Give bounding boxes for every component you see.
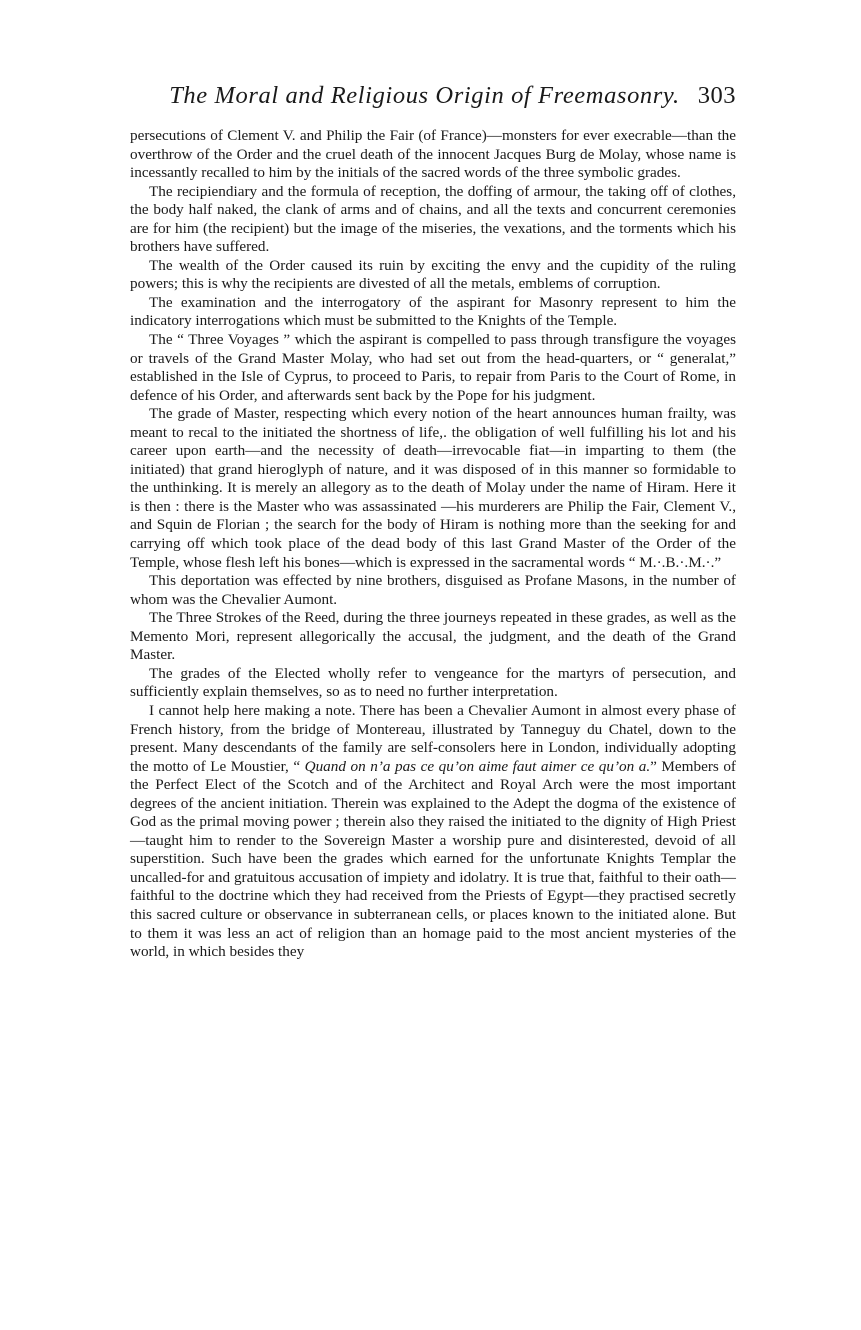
text-run: The “ Three Voyages ” which the aspirant is compelled to pass through transfigure the voyages or travels of the Grand Master Molay, who had set out from the head-quarters, or “ generalat,” established in the Isle of Cyprus, to proceed to Paris, to repair from Paris to the Court of Rome, in defence of his Order, and afterwards sent back by the Pope for his judgment.	[130, 331, 736, 404]
running-title: The Moral and Religious Origin of Freemasonry.	[169, 82, 680, 109]
text-run: The grade of Master, respecting which every notion of the heart announces human frailty, was meant to recal to the initiated the shortness of life,. the obligation of well fulfilling his lot and his career upon earth—and the necessity of death—irrevocable fiat—in imparting to them (the initiated) that grand hieroglyph of nature, and it was disposed of in this manner so formidable to the unthinking. It is merely an allegory as to the death of Molay under the name of Hiram. Here it is then : there is the Master who was assassinated —his murderers are Philip the Fair, Clement V., and Squin de Florian ; the search for the body of Hiram is nothing more than the seeking for and carrying off which took place of the dead body of this last Grand Master of the Order of the Temple, whose flesh left his bones—which is expressed in the sacramental words “ M.·.B.·.M.·.”	[130, 405, 736, 571]
paragraph	[130, 257, 736, 294]
text-run: ” Members of the Perfect Elect of the Scotch and of the Architect and Royal Arch were the most important degrees of the ancient initiation. Therein was explained to the Adept the dogma of the existence of God as the primal moving power ; therein also they raised the initiated to the dignity of High Priest—taught him to render to the Sovereign Master a worship pure and disinterested, devoid of all superstition. Such have been the grades which earned for the unfortunate Knights Templar the uncalled-for and gratuitous accusation of impiety and idolatry. It is true that, faithful to their oath—faithful to the doctrine which they had received from the Priests of Egypt—they practised secretly this sacred culture or observance in subterranean cells, or places known to the initiated alone. But to them it was less an act of religion than an homage paid to the most ancient mysteries of the world, in which besides they	[130, 757, 736, 961]
text-run: I cannot help here making a note. There has been a Chevalier Aumont in almost every phase of French history, from the bridge of Montereau, illustrated by Tanneguy du Chatel, down to the present. Many descendants of the family are self-consolers here in London, individually adopting the motto of Le Moustier, “	[130, 701, 736, 775]
page-number: 303	[697, 82, 736, 109]
text-run: The Three Strokes of the Reed, during the three journeys repeated in these grades, as well as the Memento Mori, represent allegorically the accusal, the judgment, and the death of the Grand Master.	[130, 609, 736, 664]
paragraph	[130, 405, 736, 572]
text-run: This deportation was effected by nine brothers, disguised as Profane Masons, in the number of whom was the Chevalier Aumont.	[130, 572, 736, 608]
running-head	[130, 82, 736, 122]
body-text	[130, 127, 736, 962]
paragraph	[130, 665, 736, 702]
paragraph	[130, 183, 736, 257]
text-run: persecutions of Clement V. and Philip the Fair (of France)—monsters for ever execrable—than the overthrow of the Order and the cruel death of the innocent Jacques Burg de Molay, whose name is incessantly recalled to him by the initials of the sacred words of the three symbolic grades.	[130, 127, 736, 182]
paragraph	[130, 572, 736, 609]
text-run: The wealth of the Order caused its ruin by exciting the envy and the cupidity of the ruling powers; this is why the recipients are divested of all the metals, emblems of corruption.	[130, 256, 736, 293]
paragraph	[130, 294, 736, 331]
text-run: The recipiendiary and the formula of reception, the doffing of armour, the taking off of clothes, the body half naked, the clank of arms and of chains, and all the texts and concurrent ceremonies are for him (the recipient) but the image of the miseries, the vexations, and the torments which his brothers have suffered.	[130, 182, 736, 256]
paragraph	[130, 609, 736, 665]
paragraph	[130, 702, 736, 962]
text-run: The examination and the interrogatory of the aspirant for Masonry represent to him the indicatory interrogations which must be submitted to the Knights of the Temple.	[130, 293, 736, 330]
text-run: The grades of the Elected wholly refer to vengeance for the martyrs of persecution, and sufficiently explain themselves, so as to need no further interpretation.	[130, 664, 736, 701]
italic-phrase: Quand on n’a pas ce qu’on aime faut aimer ce qu’on a.	[304, 757, 651, 775]
paragraph	[130, 331, 736, 405]
paragraph	[130, 127, 736, 183]
